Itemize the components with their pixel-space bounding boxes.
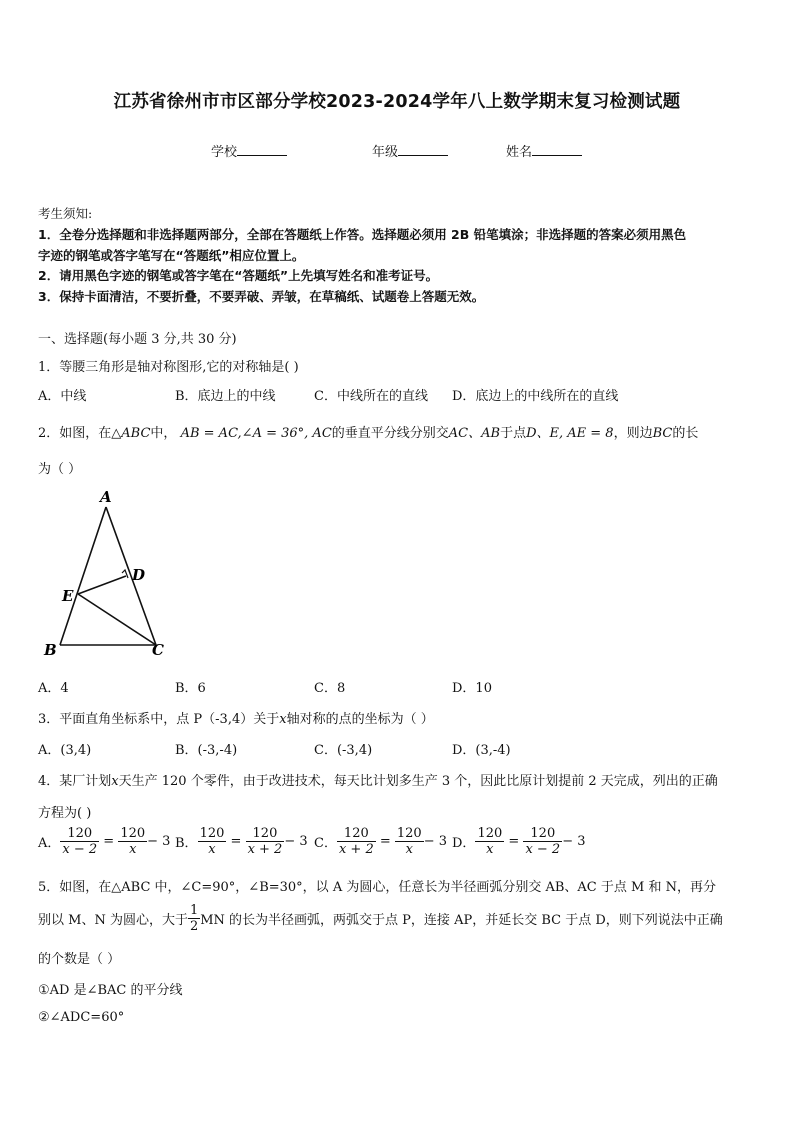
q1-option-b[interactable]: B．底边上的中线 <box>175 389 276 404</box>
q4-option-a[interactable]: A． $\frac{120}{x - 2}$ = $\frac{120}{x}$ − 3 <box>38 826 171 857</box>
q5-stem-2 <box>38 903 723 934</box>
q5-stem: 5．如图，在△ABC 中，∠C=90°，∠B=30°，以 A 为圆心，任意长为半径画弧分别交 AB、AC 于点 M 和 N，再分 <box>38 880 716 895</box>
name-blank[interactable] <box>532 143 582 156</box>
q2-triangle: △ABC <box>111 426 151 441</box>
q3-option-a[interactable]: A．(3,4) <box>38 743 92 758</box>
q2-points: D、E, AE = 8 <box>526 426 614 441</box>
q4-a-right-fraction: $\frac{120}{x}$ <box>120 826 146 857</box>
q4-d-tail: − 3 <box>562 834 586 849</box>
q2-condition: AB = AC,∠A = 36°, AC <box>180 426 332 441</box>
q5-text-2b: MN 的长为半径画弧，两弧交于点 P，连接 AP，并延长交 BC 于点 D，则下列说法中正确 <box>200 913 723 928</box>
q4-a-tail: − 3 <box>147 834 171 849</box>
label-c: C <box>152 641 164 659</box>
q2-option-c[interactable]: C．8 <box>314 681 346 696</box>
notice-item-2: 2．请用黑色字迹的钢笔或答字笔在“答题纸”上先填写姓名和准考证号。 <box>38 268 439 283</box>
side-ab <box>60 507 106 645</box>
q4-c-tail: − 3 <box>423 834 448 849</box>
label-b: B <box>44 641 57 659</box>
q4-d-label: D． <box>452 836 476 851</box>
q4-d-left-fraction: $\frac{120}{x}$ <box>477 826 503 857</box>
q3-option-d[interactable]: D．(3,-4) <box>452 743 511 758</box>
q4-c-label: C． <box>314 836 337 851</box>
q2-option-d[interactable]: D．10 <box>452 681 492 696</box>
school-field[interactable] <box>211 141 287 160</box>
notice-heading: 考生须知: <box>38 206 93 221</box>
grade-blank[interactable] <box>398 143 448 156</box>
q3-text-2: 轴对称的点的坐标为（ ） <box>286 712 434 727</box>
q2-text-5: ，则边 <box>613 426 653 441</box>
q2-option-b[interactable]: B．6 <box>175 681 206 696</box>
side-ac <box>106 507 156 645</box>
q2-stem <box>38 422 698 441</box>
q3-option-b[interactable]: B．(-3,-4) <box>175 743 238 758</box>
q1-stem: 1．等腰三角形是轴对称图形,它的对称轴是( ) <box>38 360 299 375</box>
q3-x: x <box>279 712 287 727</box>
school-blank[interactable] <box>237 143 287 156</box>
q2-text-4: 于点 <box>500 426 527 441</box>
q2-text-2: 中， <box>150 426 177 441</box>
q4-a-left-fraction: $\frac{120}{x - 2}$ <box>62 826 98 857</box>
q4-option-b[interactable]: B． $\frac{120}{x}$ = $\frac{120}{x + 2}$ − 3 <box>175 826 308 857</box>
q4-stem <box>38 770 718 789</box>
q3-option-c[interactable]: C．(-3,4) <box>314 743 373 758</box>
q4-stem-cont: 方程为( ) <box>38 806 92 821</box>
section-heading: 一、选择题(每小题 3 分,共 30 分) <box>38 332 237 347</box>
grade-field[interactable] <box>372 141 448 160</box>
q4-option-d[interactable]: D． $\frac{120}{x}$ = $\frac{120}{x - 2}$ − 3 <box>452 826 586 857</box>
q4-c-left-fraction: $\frac{120}{x + 2}$ <box>338 826 374 857</box>
q5-text-2a: 别以 M、N 为圆心，大于 <box>38 913 188 928</box>
q2-bc: BC <box>652 426 673 441</box>
q2-option-a[interactable]: A．4 <box>38 681 69 696</box>
label-a: A <box>100 488 112 506</box>
notice-item-1: 1．全卷分选择题和非选择题两部分，全部在答题纸上作答。选择题必须用 2B 铅笔填涂；非选择题的答案必须用黑色 <box>38 227 687 242</box>
q4-a-label: A． <box>38 836 61 851</box>
q2-stem-cont: 为（ ） <box>38 462 82 477</box>
q4-text-1: 4．某厂计划 <box>38 774 112 789</box>
q1-option-c[interactable]: C．中线所在的直线 <box>314 389 428 404</box>
q2-text-1: 2．如图，在 <box>38 426 112 441</box>
q4-b-label: B． <box>175 836 198 851</box>
name-label: 姓名 <box>506 145 533 160</box>
name-field[interactable] <box>506 141 582 160</box>
segment-ed <box>78 576 126 594</box>
q4-text-2: 天生产 120 个零件，由于改进技术，每天比计划多生产 3 个，因此比原计划提前 2 天完成，列出的正确 <box>118 774 718 789</box>
q4-x: x <box>111 774 119 789</box>
q3-stem <box>38 708 434 727</box>
q2-triangle-figure <box>38 485 178 663</box>
q5-statement-2: ②∠ADC=60° <box>38 1010 125 1025</box>
page-title: 江苏省徐州市市区部分学校2023-2024学年八上数学期末复习检测试题 <box>113 92 681 112</box>
q5-stem-3: 的个数是（ ） <box>38 952 121 967</box>
q1-option-d[interactable]: D．底边上的中线所在的直线 <box>452 389 619 404</box>
q2-text-6: 的长 <box>672 426 699 441</box>
q1-option-a[interactable]: A．中线 <box>38 389 87 404</box>
q4-b-right-fraction: $\frac{120}{x + 2}$ <box>247 826 283 857</box>
q4-b-tail: − 3 <box>284 834 308 849</box>
q4-c-right-fraction: $\frac{120}{x}$ <box>396 826 422 857</box>
q4-option-c[interactable]: C． $\frac{120}{x + 2}$ = $\frac{120}{x}$ − 3 <box>314 826 448 857</box>
label-d: D <box>132 566 146 584</box>
q2-text-3: 的垂直平分线分别交 <box>331 426 449 441</box>
q4-d-right-fraction: $\frac{120}{x - 2}$ <box>525 826 561 857</box>
q5-statement-1: ①AD 是∠BAC 的平分线 <box>38 983 183 998</box>
notice-item-1-cont: 字迹的钢笔或答字笔写在“答题纸”相应位置上。 <box>38 248 305 263</box>
notice-item-3: 3．保持卡面清洁，不要折叠，不要弄破、弄皱，在草稿纸、试题卷上答题无效。 <box>38 289 485 304</box>
q4-b-left-fraction: $\frac{120}{x}$ <box>199 826 225 857</box>
q2-sides: AC、AB <box>448 426 501 441</box>
grade-label: 年级 <box>372 145 399 160</box>
label-e: E <box>62 587 74 605</box>
q5-half-fraction: $\frac{1}{2}$ <box>189 903 199 934</box>
school-label: 学校 <box>211 145 238 160</box>
q3-text-1: 3．平面直角坐标系中，点 P（-3,4）关于 <box>38 712 280 727</box>
segment-ec <box>78 594 156 645</box>
